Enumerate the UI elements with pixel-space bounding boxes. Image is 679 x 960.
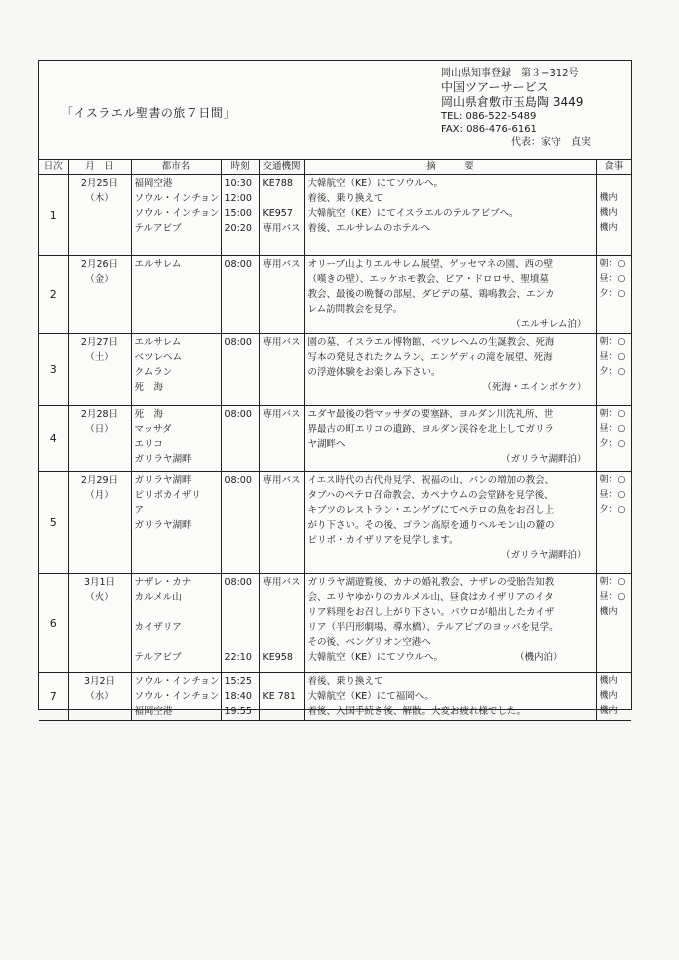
time-cell [221, 673, 259, 721]
meals-cell [596, 406, 631, 472]
city-cell [131, 673, 221, 721]
lodging-label: （ガリラヤ湖畔泊） [500, 454, 587, 465]
meals-cell [596, 673, 631, 721]
city-line: エルサレム [134, 259, 182, 270]
time-line: 08:00 [224, 475, 252, 486]
summary-line: 着後、乗り換えて [307, 676, 384, 687]
time-cell [221, 334, 259, 406]
date-line: 2月29日 [80, 475, 119, 486]
summary-line: 界最古の町エリコの遺跡、ヨルダン渓谷を北上してガリラ [307, 424, 555, 435]
date-line: （金） [85, 274, 114, 285]
meals-cell [596, 175, 631, 256]
meal-line: 機内 [599, 676, 618, 686]
date-cell [68, 406, 131, 472]
city-cell [131, 574, 221, 673]
tour-title: 「イスラエル聖書の旅７日間」 [61, 106, 236, 120]
transport-line [263, 191, 301, 206]
summary-line: キブツのレストラン・エンゲブにてペテロの魚をお召し上 [307, 505, 555, 516]
date-line: 2月26日 [80, 259, 119, 270]
table-row [39, 406, 631, 472]
city-line: ピリポカイザリ [134, 490, 201, 501]
meal-line: 朝：○ [599, 475, 626, 485]
transport-line: KE788 [262, 178, 293, 189]
summary-cell [304, 406, 596, 472]
city-line: ソウル・インチョン [134, 676, 220, 687]
time-line: 15:25 [224, 676, 252, 687]
summary-line: の浮遊体験をお楽しみ下さい。 [307, 367, 441, 378]
itinerary-table [39, 159, 631, 721]
col-summary: 摘 要 [304, 159, 596, 175]
transport-line: KE958 [262, 652, 293, 663]
meal-line: 昼：○ [599, 592, 626, 602]
summary-line: 大韓航空（KE）にてソウルへ。 （機内泊） [307, 652, 563, 663]
summary-cell [304, 175, 596, 256]
time-cell [221, 574, 259, 673]
time-line: 15:00 [224, 208, 252, 219]
summary-cell [304, 472, 596, 574]
company-tel: TEL: 086-522-5489 [441, 111, 537, 122]
summary-line: タブハのペテロ召命教会、カペナウムの会堂跡を見学後、 [307, 490, 554, 501]
time-line: 08:00 [224, 337, 252, 348]
date-line: （月） [85, 490, 114, 501]
meal-line: 夕：○ [599, 289, 626, 299]
day-number: 6 [39, 574, 68, 673]
date-line: 2月27日 [80, 337, 119, 348]
table-row [39, 472, 631, 574]
meal-line: 昼：○ [599, 490, 626, 500]
date-line: 3月1日 [83, 577, 116, 588]
table-row [39, 574, 631, 673]
time-line: 12:00 [224, 193, 252, 204]
col-transport: 交通機関 [259, 159, 304, 175]
summary-line: オリーブ山よりエルサレム展望、ゲッセマネの園、西の壁 [307, 259, 554, 270]
table-row [39, 175, 631, 256]
meal-line: 夕：○ [599, 505, 626, 515]
day-number: 7 [39, 673, 68, 721]
city-cell [131, 334, 221, 406]
transport-line [263, 620, 301, 635]
city-line: ナザレ・カナ [134, 577, 192, 588]
summary-line: リア（半円形劇場、導水橋）、テルアビブのヨッパを見学。 [307, 622, 559, 633]
summary-cell [304, 334, 596, 406]
time-line: 08:00 [224, 259, 252, 270]
date-cell [68, 175, 131, 256]
meals-cell [596, 574, 631, 673]
lodging-label: （ガリラヤ湖畔泊） [500, 550, 587, 561]
city-line: ベツレヘム [134, 352, 183, 363]
city-cell [131, 256, 221, 334]
transport-line: KE 781 [262, 691, 296, 702]
city-line: ア [134, 505, 145, 516]
company-fax: FAX: 086-476-6161 [441, 124, 537, 135]
summary-cell [304, 673, 596, 721]
transport-line [263, 590, 301, 605]
summary-line: がり下さい。その後、ゴラン高原を通りヘルモン山の麓の [307, 520, 555, 531]
meal-line: 朝：○ [599, 337, 626, 347]
lodging-label: （エルサレム泊） [511, 319, 587, 330]
table-row [39, 673, 631, 721]
summary-line: ピリポ・カイザリアを見学します。 [307, 535, 459, 546]
time-line: 08:00 [224, 409, 252, 420]
day-number: 4 [39, 406, 68, 472]
time-line: 19:55 [224, 706, 252, 717]
meals-cell [596, 334, 631, 406]
table-header-row [39, 159, 631, 175]
date-cell [68, 472, 131, 574]
time-cell [221, 406, 259, 472]
meal-line: 機内 [599, 193, 618, 203]
time-cell [221, 472, 259, 574]
date-cell [68, 334, 131, 406]
meal-line: 夕：○ [599, 367, 626, 377]
summary-line: ヤ湖畔へ [307, 439, 346, 450]
meal-line: 機内 [599, 691, 618, 701]
col-meals: 食事 [596, 159, 631, 175]
summary-line: その後、ベングリオン空港へ [307, 637, 431, 648]
time-line: 08:00 [224, 577, 252, 588]
summary-cell [304, 574, 596, 673]
summary-line: 写本の発見されたクムラン、エンゲディの滝を展望、死海 [307, 352, 553, 363]
transport-line: 専用バス [262, 337, 301, 348]
city-line: ガリラヤ湖畔 [134, 520, 192, 531]
meal-line: 朝：○ [599, 577, 626, 587]
time-line: 22:10 [224, 652, 252, 663]
meal-line: 昼：○ [599, 352, 626, 362]
company-representative: 代表：家守 貞実 [511, 137, 591, 148]
date-line: 2月28日 [80, 409, 119, 420]
transport-line: 専用バス [262, 259, 301, 270]
time-cell [221, 175, 259, 256]
company-address: 岡山県倉敷市玉島陶 3449 [441, 95, 584, 109]
meal-line: 昼：○ [599, 424, 626, 434]
date-line: （水） [85, 691, 114, 702]
city-line: ソウル・インチョン [134, 193, 220, 204]
meal-line: 朝：○ [599, 409, 626, 419]
time-line: 20:20 [224, 223, 252, 234]
city-cell [131, 175, 221, 256]
transport-cell [259, 334, 304, 406]
registration-number: 岡山県知事登録 第３−312号 [441, 68, 579, 79]
company-block [441, 67, 591, 149]
summary-line: 大韓航空（KE）にてソウルへ。 [307, 178, 443, 189]
summary-line: 会、エリヤゆかりのカルメル山、昼食はカイザリアのイタ [307, 592, 554, 603]
transport-cell [259, 175, 304, 256]
summary-line: レム訪問教会を見学。 [307, 304, 403, 315]
city-line: エルサレム [134, 337, 182, 348]
meals-cell [596, 472, 631, 574]
city-line: クムラン [134, 367, 173, 378]
summary-line: 大韓航空（KE）にてイスラエルのテルアビブへ。 [307, 208, 519, 219]
meal-line: 昼：○ [599, 274, 626, 284]
time-line [225, 635, 256, 650]
lodging-label: （機内泊） [514, 652, 563, 663]
summary-line: ガリラヤ湖遊覧後、カナの婚礼教会、ナザレの受胎告知教 [307, 577, 555, 588]
summary-line: 着後、入国手続き後、解散。大変お疲れ様でした。 [307, 706, 527, 717]
day-number: 5 [39, 472, 68, 574]
date-line: （木） [85, 193, 114, 204]
meal-line: 機内 [599, 607, 618, 617]
summary-line: 大韓航空（KE）にて福岡へ。 [307, 691, 434, 702]
summary-line: ユダヤ最後の砦マッサダの要塞跡、ヨルダン川洗礼所、世 [307, 409, 554, 420]
day-number: 2 [39, 256, 68, 334]
date-line: （火） [85, 592, 114, 603]
city-cell [131, 472, 221, 574]
time-cell [221, 256, 259, 334]
meal-line: 夕：○ [599, 439, 626, 449]
city-line: 死 海 [134, 382, 164, 393]
city-line: カイザリア [134, 622, 182, 633]
summary-line: リア料理をお召し上がり下さい。パウロが船出したカイザ [307, 607, 555, 618]
transport-cell [259, 472, 304, 574]
meal-line: 朝：○ [599, 259, 626, 269]
city-line: テルアビブ [134, 652, 182, 663]
transport-line [263, 605, 301, 620]
city-line: マッサダ [134, 424, 172, 435]
time-line: 10:30 [224, 178, 252, 189]
city-line: ガリラヤ湖畔 [134, 454, 192, 465]
transport-line: KE957 [262, 208, 293, 219]
date-cell [68, 574, 131, 673]
date-line: 2月25日 [80, 178, 119, 189]
city-line: ガリラヤ湖畔 [134, 475, 192, 486]
col-time: 時刻 [221, 159, 259, 175]
transport-line: 専用バス [262, 475, 301, 486]
summary-line: 着後、エルサレムのホテルへ [307, 223, 430, 234]
transport-line: 専用バス [262, 577, 301, 588]
transport-line [263, 635, 301, 650]
document-header [39, 61, 631, 160]
city-line: カルメル山 [134, 592, 182, 603]
city-line [135, 605, 218, 620]
meals-cell [596, 256, 631, 334]
meal-line: 機内 [599, 208, 618, 218]
day-number: 1 [39, 175, 68, 256]
transport-cell [259, 673, 304, 721]
transport-line: 専用バス [262, 409, 301, 420]
city-line: テルアビブ [134, 223, 182, 234]
date-cell [68, 673, 131, 721]
transport-line [263, 704, 301, 719]
summary-line: 着後、乗り換えて [307, 193, 384, 204]
col-day: 日次 [39, 159, 68, 175]
itinerary-frame [38, 60, 632, 717]
summary-cell [304, 256, 596, 334]
transport-cell [259, 406, 304, 472]
summary-line: 園の墓、イスラエル博物館、ベツレヘムの生誕教会、死海 [307, 337, 555, 348]
transport-cell [259, 256, 304, 334]
city-line: 福岡空港 [134, 706, 173, 717]
transport-line [263, 674, 301, 689]
meal-line [600, 176, 629, 191]
city-line: エリコ [134, 439, 163, 450]
meal-line: 機内 [599, 223, 618, 233]
table-row [39, 334, 631, 406]
city-cell [131, 406, 221, 472]
lodging-label: （死海・エインボケク） [482, 382, 587, 393]
transport-line: 専用バス [262, 223, 301, 234]
date-cell [68, 256, 131, 334]
summary-line: イエス時代の古代舟見学、祝福の山、パンの増加の教会、 [307, 475, 555, 486]
date-line: 3月2日 [83, 676, 116, 687]
col-date: 月 日 [68, 159, 131, 175]
time-line [225, 590, 256, 605]
city-line: 死 海 [134, 409, 164, 420]
city-line: ソウル・インチョン [134, 208, 220, 219]
company-name: 中国ツアーサービス [441, 80, 549, 94]
summary-line: 教会、最後の晩餐の部屋、ダビデの墓、鶏鳴教会、エンカ [307, 289, 555, 300]
time-line [225, 620, 256, 635]
date-line: （日） [85, 424, 114, 435]
time-line [225, 605, 256, 620]
date-line: （土） [85, 352, 114, 363]
transport-cell [259, 574, 304, 673]
summary-line: （嘆きの壁）、エッケホモ教会、ビア・ドロロサ、聖墳墓 [307, 274, 549, 285]
city-line: ソウル・インチョン [134, 691, 220, 702]
meal-line: 機内 [599, 706, 618, 716]
city-line: 福岡空港 [134, 178, 173, 189]
day-number: 3 [39, 334, 68, 406]
time-line: 18:40 [224, 691, 252, 702]
city-line [135, 635, 218, 650]
table-row [39, 256, 631, 334]
col-city: 都市名 [131, 159, 221, 175]
